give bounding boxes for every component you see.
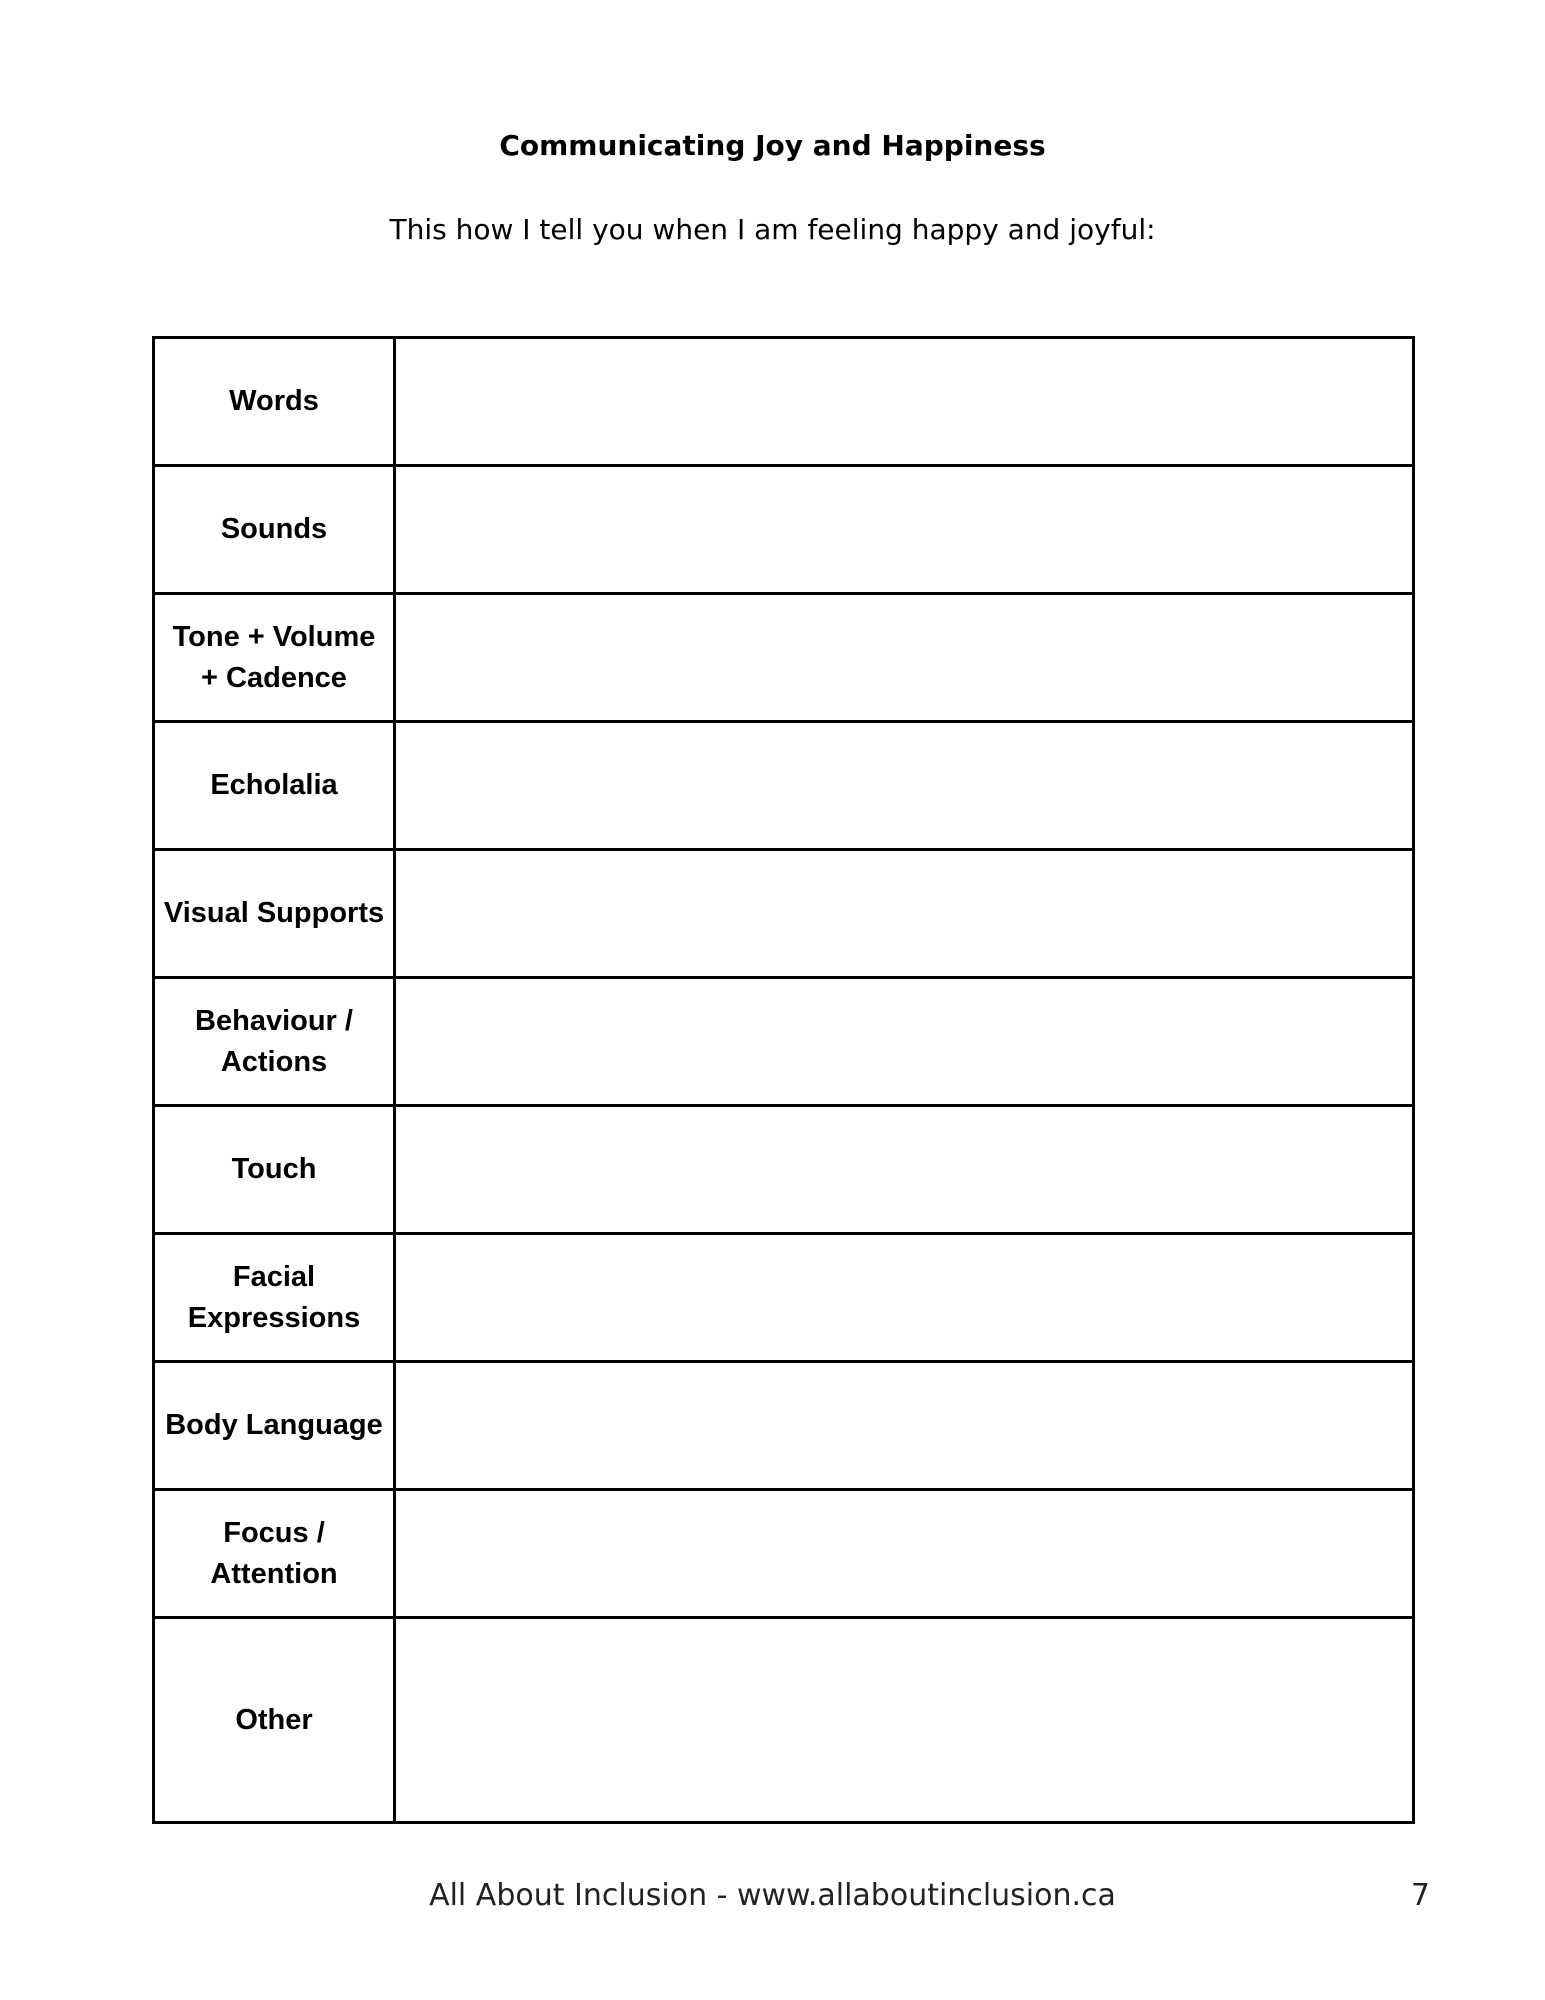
page-number: 7 (1410, 1878, 1430, 1913)
page-title: Communicating Joy and Happiness (499, 129, 1046, 162)
table-row (154, 1362, 1414, 1490)
row-label-other: Other (154, 1618, 395, 1823)
row-label-focus-attention: Focus / Attention (154, 1490, 395, 1618)
page-subtitle: This how I tell you when I am feeling happy and joyful: (389, 213, 1156, 246)
row-label-facial-expressions: Facial Expressions (154, 1234, 395, 1362)
table-row (154, 1618, 1414, 1823)
table-row (154, 1106, 1414, 1234)
field-focus-attention[interactable] (395, 1490, 1414, 1618)
table-row (154, 722, 1414, 850)
field-facial-expressions[interactable] (395, 1234, 1414, 1362)
field-echolalia[interactable] (395, 722, 1414, 850)
table-row (154, 338, 1414, 466)
row-label-visual-supports: Visual Supports (154, 850, 395, 978)
field-touch[interactable] (395, 1106, 1414, 1234)
field-body-language[interactable] (395, 1362, 1414, 1490)
table-row (154, 1490, 1414, 1618)
field-behaviour-actions[interactable] (395, 978, 1414, 1106)
row-label-sounds: Sounds (154, 466, 395, 594)
field-other[interactable] (395, 1618, 1414, 1823)
row-label-body-language: Body Language (154, 1362, 395, 1490)
field-visual-supports[interactable] (395, 850, 1414, 978)
field-sounds[interactable] (395, 466, 1414, 594)
row-label-tone-volume-cadence: Tone + Volume + Cadence (154, 594, 395, 722)
table-row (154, 594, 1414, 722)
field-words[interactable] (395, 338, 1414, 466)
row-label-echolalia: Echolalia (154, 722, 395, 850)
row-label-words: Words (154, 338, 395, 466)
field-tone-volume-cadence[interactable] (395, 594, 1414, 722)
communication-table (152, 336, 1415, 1824)
table-row (154, 850, 1414, 978)
table-row (154, 978, 1414, 1106)
table-row (154, 1234, 1414, 1362)
table-row (154, 466, 1414, 594)
footer-text: All About Inclusion - www.allaboutinclusion.ca (429, 1878, 1116, 1913)
row-label-touch: Touch (154, 1106, 395, 1234)
row-label-behaviour-actions: Behaviour / Actions (154, 978, 395, 1106)
